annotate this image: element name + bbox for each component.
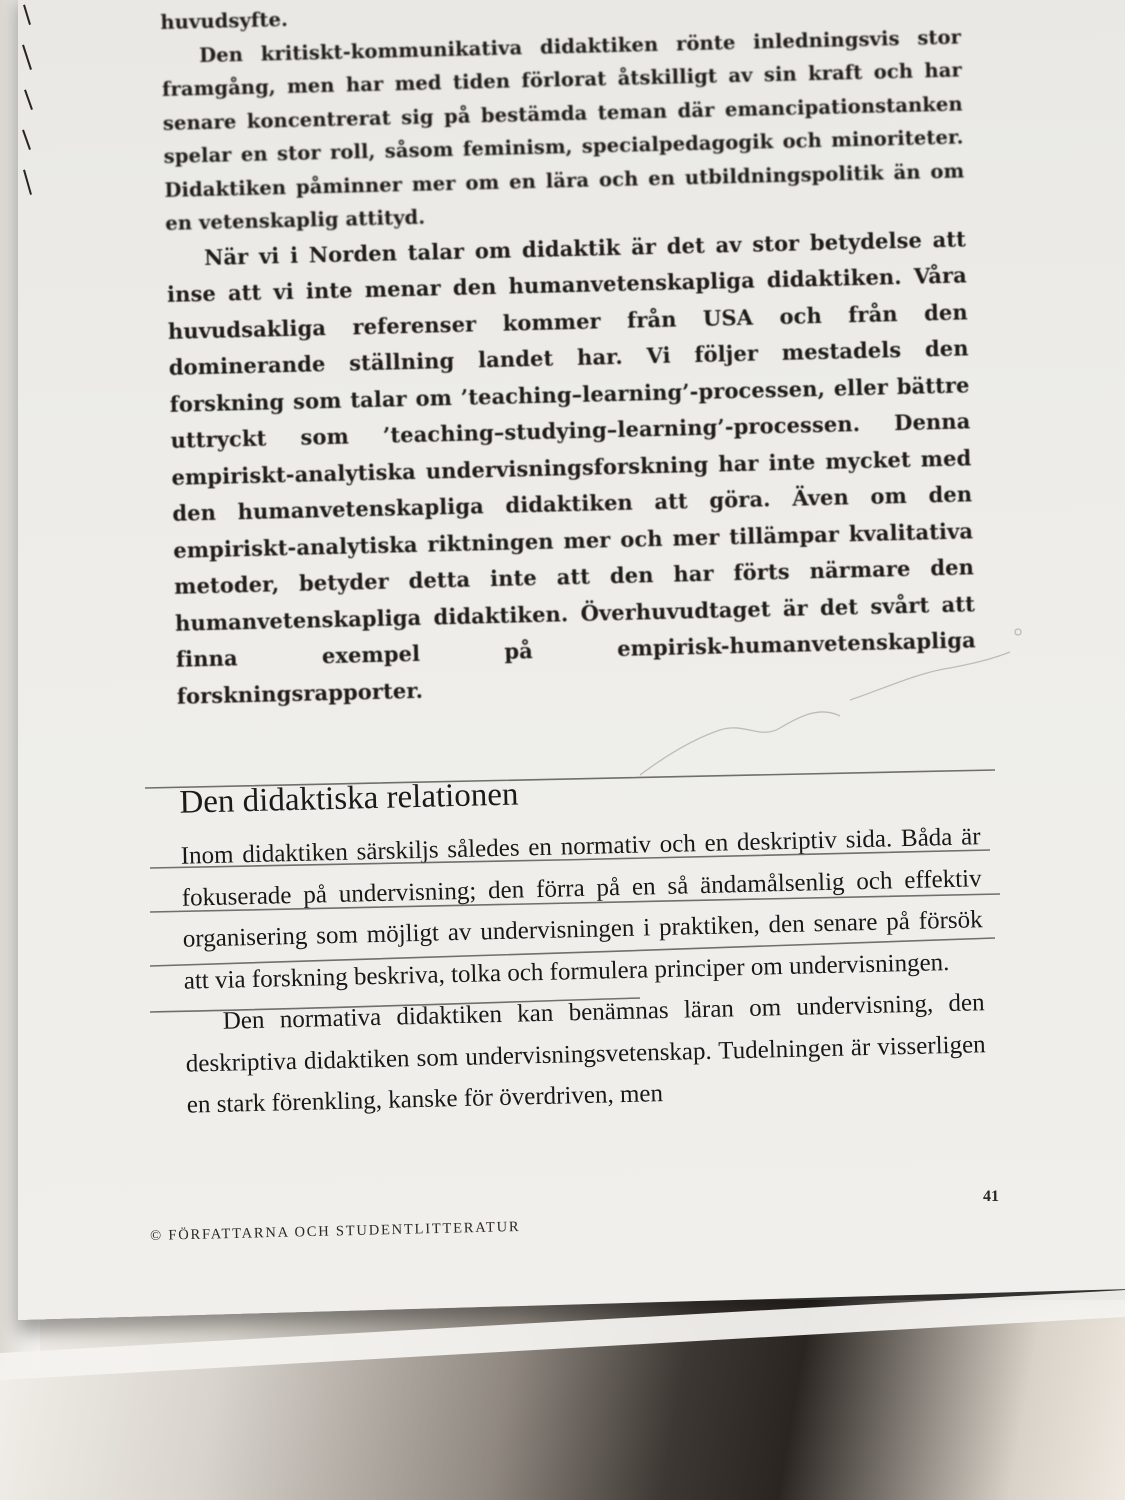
section-heading: Den didaktiska relationen (179, 776, 519, 821)
paragraph-normative-descriptive: Inom didaktiken särskiljs således en normativ och en deskriptiv sida. Båda är fokuserade på undervisning; den förra på en så ändamålsenlig och effektiv organisering som möjligt av undervisningen i praktiken, den senare på försök att via forskning beskriva, tolka och formulera principer om undervisningen. (180, 823, 983, 995)
binding-shadow-marks (20, 0, 38, 200)
paragraph-normative-didactics: Den normativa didaktiken kan benämnas läran om undervisning, den deskriptiva didaktiken som undervisningsvetenskap. Tudelningen är visserligen en stark förenkling, kanske för överdriven, men (185, 989, 986, 1119)
paragraph-fragment: huvudsyfte. (160, 7, 289, 34)
paragraph-critical-didactics: Den kritiskt-kommunikativa didaktiken rönte inledningsvis stor framgång, men har med tiden förlorat åtskilligt av sin kraft och har senare koncentrerat sig på bestämda teman där emancipationstanken spelar en stor roll, såsom feminism, specialpedagogik och minoriteter. Didaktiken påminner mer om en lära och en utbildningspolitik än om en vetenskaplig attityd. (161, 24, 965, 235)
page-number: 41 (983, 1188, 999, 1205)
footer-copyright: © FÖRFATTARNA OCH STUDENTLITTERATUR (150, 1218, 521, 1244)
paragraph-nordic-didactics: När vi i Norden talar om didaktik är det av stor betydelse att inse att vi inte menar den humanvetenskapliga didaktiken. Våra huvudsakliga referenser kommer från USA och från den dominerande ställning landet har. Vi följer mestadels den forskning som talar om ’teaching–learning’-processen, eller bättre uttryckt som ’teaching–studying–learning’-processen. Denna empiriskt-analytiska undervisningsforskning har inte mycket med den humanvetenskapliga didaktiken att göra. Även om den empiriskt-analytiska riktningen mer och mer tillämpar kvalitativa metoder, betyder detta inte att den har förts närmare den humanvetenskapliga didaktiken. Överhuvudtaget är det svårt att finna exempel på empirisk-humanvetenskapliga forskningsrapporter. (166, 225, 977, 709)
page-text-block (160, 0, 987, 1126)
